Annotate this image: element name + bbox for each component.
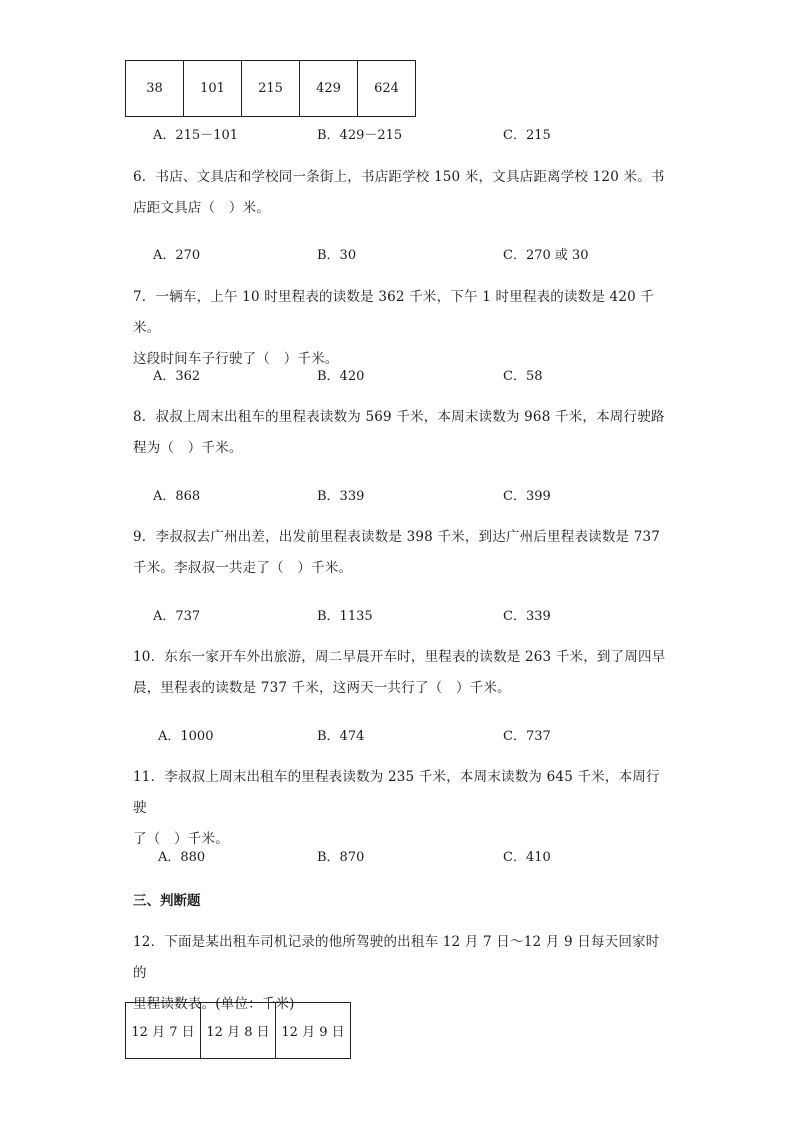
- question-text-line: 10．东东一家开车外出旅游，周二早晨开车时，里程表的读数是 263 千米，到了周四早: [133, 649, 666, 665]
- question-text-line: 12．下面是某出租车司机记录的他所驾驶的出租车 12 月 7 日～12 月 9 日每天回家时的: [133, 934, 660, 981]
- option-a[interactable]: A．362: [153, 369, 201, 384]
- mileage-table-q5: [125, 60, 416, 117]
- question-text-line: 9．李叔叔去广州出差，出发前里程表读数是 398 千米，到达广州后里程表读数是 737: [133, 529, 661, 545]
- table-cell: 215: [242, 61, 300, 117]
- question-text-line: 6．书店、文具店和学校同一条街上，书店距学校 150 米，文具店距离学校 120 米。书: [133, 169, 665, 185]
- table-row: [126, 61, 416, 117]
- option-b[interactable]: B．339: [317, 489, 365, 504]
- table-cell: 38: [126, 61, 184, 117]
- question-text-line: 店距文具店（ ）米。: [133, 200, 270, 216]
- option-b[interactable]: B．429－215: [317, 128, 403, 143]
- mileage-table-q12: [125, 1002, 351, 1059]
- section-heading-judgement: 三、判断题: [133, 893, 201, 909]
- option-a[interactable]: A．215－101: [153, 128, 239, 143]
- question-11: [133, 762, 673, 855]
- option-c[interactable]: C．339: [503, 609, 551, 624]
- question-text-line: 里程读数表。(单位：千米): [133, 996, 295, 1012]
- table-row: [126, 1003, 351, 1059]
- option-b[interactable]: B．30: [317, 248, 357, 263]
- table-cell: 624: [358, 61, 416, 117]
- q9-options: [0, 605, 794, 625]
- table-header-cell: 12 月 8 日: [201, 1003, 276, 1059]
- question-text-line: 程为（ ）千米。: [133, 440, 243, 456]
- option-c[interactable]: C．399: [503, 489, 551, 504]
- option-c[interactable]: C．270 或 30: [503, 248, 589, 263]
- option-a[interactable]: A．868: [153, 489, 201, 504]
- option-b[interactable]: B．420: [317, 369, 365, 384]
- option-c[interactable]: C．58: [503, 369, 543, 384]
- option-a[interactable]: A．737: [153, 609, 201, 624]
- table-cell: 101: [184, 61, 242, 117]
- option-a[interactable]: A．880: [158, 850, 206, 865]
- q10-options: [0, 725, 794, 745]
- option-a[interactable]: A．1000: [158, 729, 214, 744]
- question-8: [133, 402, 673, 464]
- option-b[interactable]: B．474: [317, 729, 365, 744]
- option-c[interactable]: C．737: [503, 729, 551, 744]
- question-7: [133, 282, 673, 375]
- q6-options: [0, 244, 794, 264]
- question-text-line: 千米。李叔叔一共走了（ ）千米。: [133, 560, 353, 576]
- question-9: [133, 522, 673, 584]
- question-10: [133, 642, 673, 704]
- option-a[interactable]: A．270: [153, 248, 201, 263]
- option-c[interactable]: C．215: [503, 128, 551, 143]
- option-c[interactable]: C．410: [503, 850, 551, 865]
- question-text-line: 了（ ）千米。: [133, 831, 229, 847]
- table-header-cell: 12 月 9 日: [276, 1003, 351, 1059]
- question-text-line: 11．李叔叔上周末出租车的里程表读数为 235 千米，本周末读数为 645 千米，本周行驶: [133, 769, 660, 816]
- question-6: [133, 162, 673, 224]
- q7-options: [0, 365, 794, 385]
- question-text-line: 晨，里程表的读数是 737 千米，这两天一共行了（ ）千米。: [133, 680, 511, 696]
- q8-options: [0, 485, 794, 505]
- question-text-line: 7．一辆车，上午 10 时里程表的读数是 362 千米，下午 1 时里程表的读数是 420 千米。: [133, 289, 655, 336]
- table-header-cell: 12 月 7 日: [126, 1003, 201, 1059]
- q11-options: [0, 846, 794, 866]
- option-b[interactable]: B．1135: [317, 609, 373, 624]
- question-text-line: 这段时间车子行驶了（ ）千米。: [133, 351, 339, 367]
- table-cell: 429: [300, 61, 358, 117]
- option-b[interactable]: B．870: [317, 850, 365, 865]
- q5-options: [0, 124, 794, 144]
- question-text-line: 8．叔叔上周末出租车的里程表读数为 569 千米，本周末读数为 968 千米，本周行驶路: [133, 409, 665, 425]
